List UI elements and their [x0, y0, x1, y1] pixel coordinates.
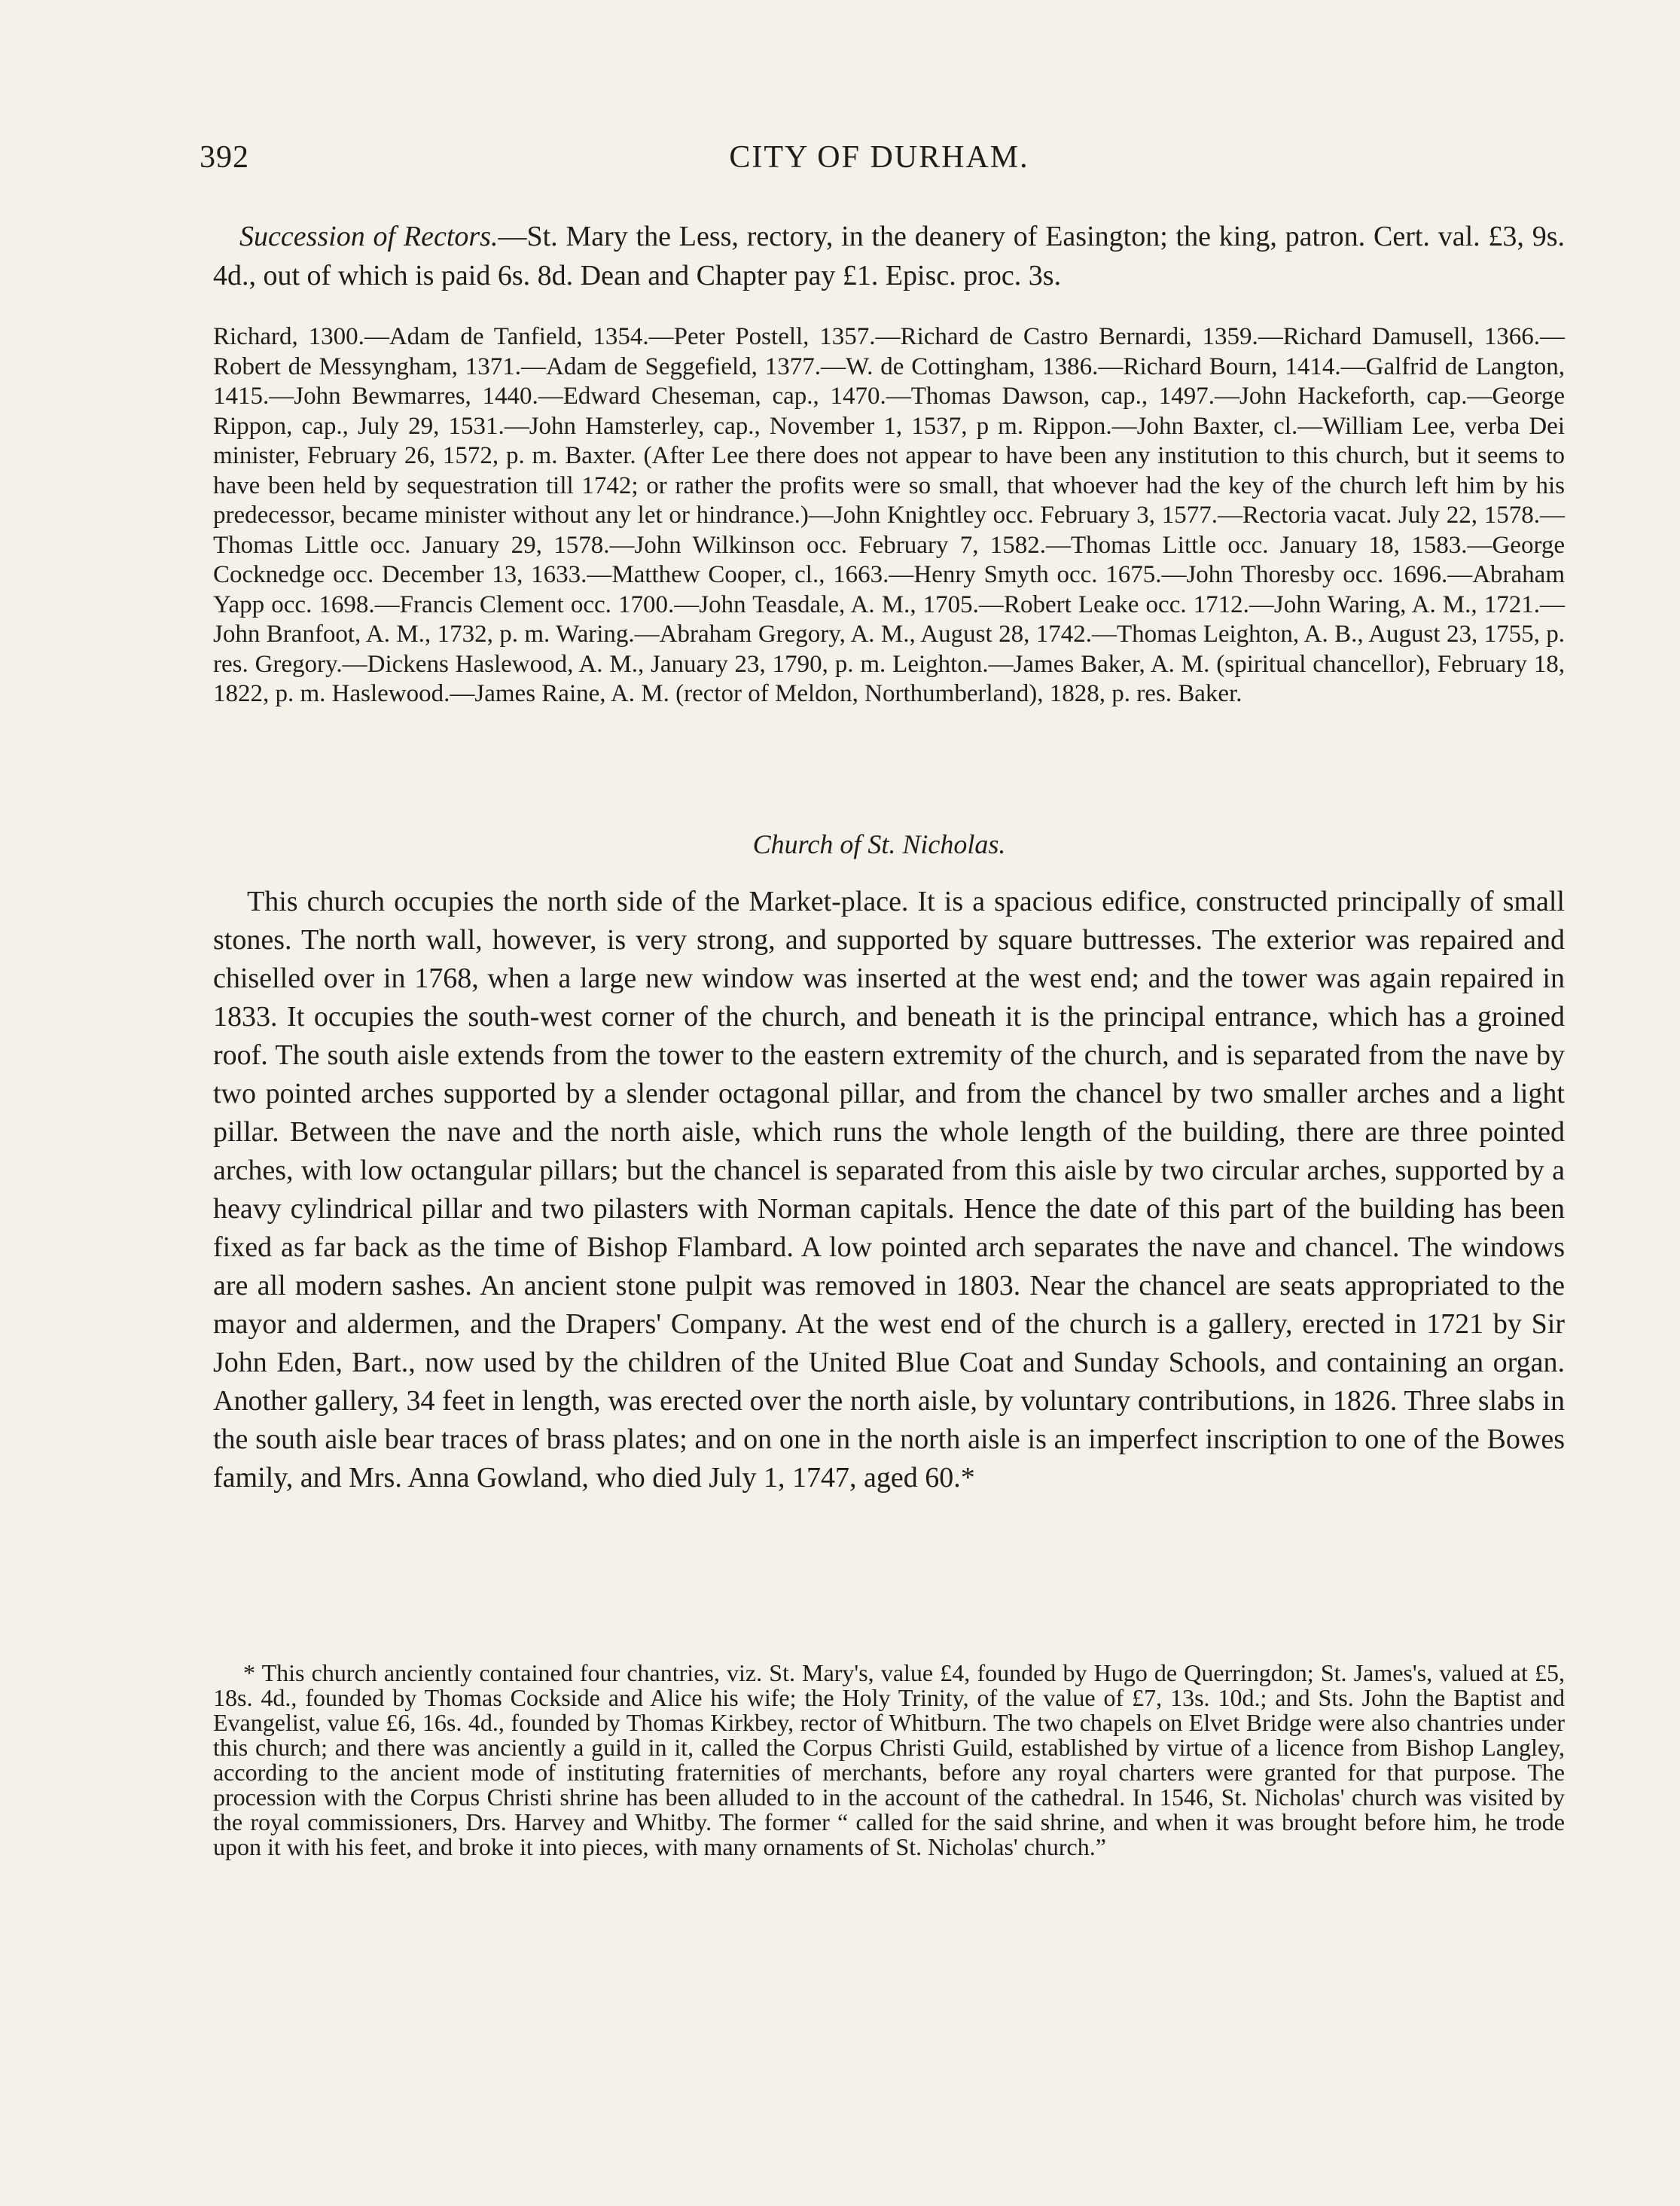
page-number: 392 [200, 140, 249, 175]
church-description: This church occupies the north side of the Market-place. It is a spacious edifice, constructed principally of small stones. The north wall, however, is very strong, and supported by square buttresses. The exterior was repaired and chiselled over in 1768, when a large new window was inserted at the west end; and the tower was again repaired in 1833. It occupies the south-west corner of the church, and beneath it is the principal entrance, which has a groined roof. The south aisle extends from the tower to the eastern extremity of the church, and is separated from the nave by two pointed arches supported by a slender octagonal pillar, and from the chancel by two smaller arches and a light pillar. Between the nave and the north aisle, which runs the whole length of the building, there are three pointed arches, with low octangular pillars; but the chancel is separated from this aisle by two circular arches, supported by a heavy cylindrical pillar and two pilasters with Norman capitals. Hence the date of this part of the building has been fixed as far back as the time of Bishop Flambard. A low pointed arch separates the nave and chancel. The windows are all modern sashes. An ancient stone pulpit was removed in 1803. Near the chancel are seats appropriated to the mayor and aldermen, and the Drapers' Company. At the west end of the church is a gallery, erected in 1721 by Sir John Eden, Bart., now used by the children of the United Blue Coat and Sunday Schools, and containing an organ. Another gallery, 34 feet in length, was erected over the north aisle, by voluntary contributions, in 1826. Three slabs in the south aisle bear traces of brass plates; and on one in the north aisle is an imperfect inscription to one of the Bowes family, and Mrs. Anna Gowland, who died July 1, 1747, aged 60.* [213, 886, 1565, 1494]
rectors-list: Richard, 1300.—Adam de Tanfield, 1354.—Peter Postell, 1357.—Richard de Castro Bernardi, 1359.—Richard Damusell, 1366.—Robert de Messyngham, 1371.—Adam de Seggefield, 1377.—W. de Cottingham, 1386.—Richard Bourn, 1414.—Galfrid de Langton, 1415.—John Bewmarres, 1440.—Edward Cheseman, cap., 1470.—Thomas Dawson, cap., 1497.—John Hackeforth, cap.—George Rippon, cap., July 29, 1531.—John Hamsterley, cap., November 1, 1537, p m. Rippon.—John Baxter, cl.—William Lee, verba Dei minister, February 26, 1572, p. m. Baxter. (After Lee there does not appear to have been any institution to this church, but it seems to have been held by sequestration till 1742; or rather the profits were so small, that whoever had the key of the church left him by his predecessor, became minister without any let or hindrance.)—John Knightley occ. February 3, 1577.—Rectoria vacat. July 22, 1578.—Thomas Little occ. January 29, 1578.—John Wilkinson occ. February 7, 1582.—Thomas Little occ. January 18, 1583.—George Cocknedge occ. December 13, 1633.—Matthew Cooper, cl., 1663.—Henry Smyth occ. 1675.—John Thoresby occ. 1696.—Abraham Yapp occ. 1698.—Francis Clement occ. 1700.—John Teasdale, A. M., 1705.—Robert Leake occ. 1712.—John Waring, A. M., 1721.—John Branfoot, A. M., 1732, p. m. Waring.—Abraham Gregory, A. M., August 28, 1742.—Thomas Leighton, A. B., August 23, 1755, p. res. Gregory.—Dickens Haslewood, A. M., January 23, 1790, p. m. Leighton.—James Baker, A. M. (spiritual chancellor), February 18, 1822, p. m. Haslewood.—James Raine, A. M. (rector of Meldon, Northumberland), 1828, p. res. Baker. [213, 323, 1565, 707]
succession-heading: Succession of Rectors. [239, 221, 499, 252]
section-heading: Church of St. Nicholas. [752, 829, 1006, 859]
running-title: CITY OF DURHAM. [729, 140, 1029, 175]
page-header [200, 139, 1559, 185]
footnote: * This church anciently contained four chantries, viz. St. Mary's, value £4, founded by Hugo de Querringdon; St. James's, valued at £5, 18s. 4d., founded by Thomas Cockside and Alice his wife; the Holy Trinity, of the value of £7, 13s. 10d.; and Sts. John the Baptist and Evangelist, value £6, 16s. 4d., founded by Thomas Kirkbey, rector of Whitburn. The two chapels on Elvet Bridge were also chantries under this church; and there was anciently a guild in it, called the Corpus Christi Guild, established by virtue of a licence from Bishop Langley, according to the ancient mode of instituting fraternities of merchants, before any royal charters were granted for that purpose. The procession with the Corpus Christi shrine has been alluded to in the account of the cathedral. In 1546, St. Nicholas' church was visited by the royal commissioners, Drs. Harvey and Whitby. The former “ called for the said shrine, and when it was brought before him, he trode upon it with his feet, and broke it into pieces, with many ornaments of St. Nicholas' church.” [213, 1659, 1565, 1860]
succession-intro-text: —St. Mary the Less, rectory, in the deanery of Easington; the king, patron. Cert. val. £3, 9s. 4d., out of which is paid 6s. 8d. Dean and Chapter pay £1. Episc. proc. 3s. [213, 221, 1565, 291]
succession-intro [213, 217, 1565, 295]
